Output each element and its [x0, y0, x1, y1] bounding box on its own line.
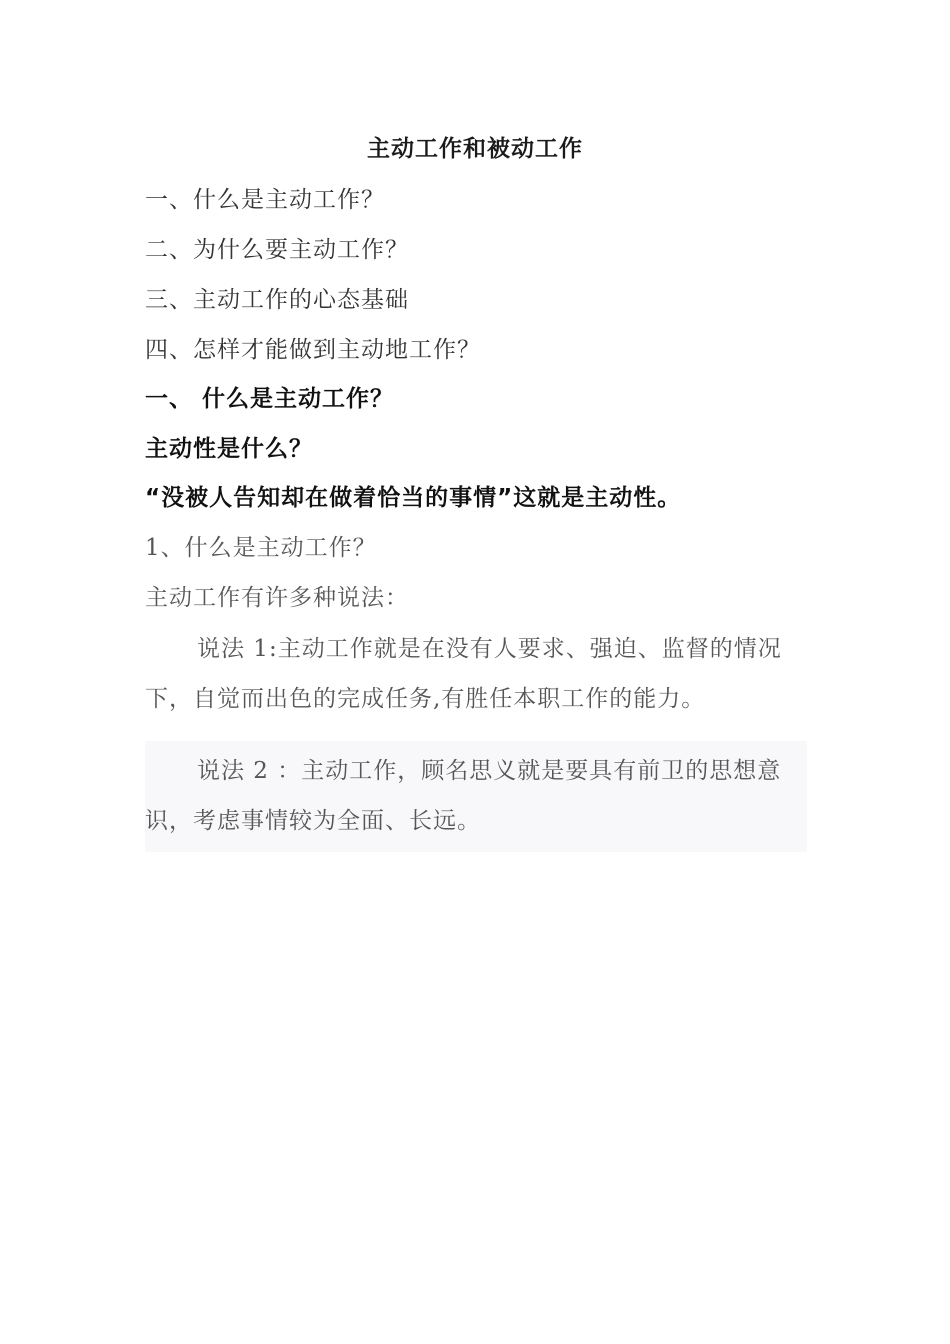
subheading: 1、什么是主动工作？	[145, 535, 377, 561]
question-heading: 主动性是什么？	[145, 436, 313, 462]
toc-item-1: 一、什么是主动工作？	[145, 187, 385, 213]
section-heading: 一、 什么是主动工作？	[145, 386, 395, 412]
definition-quote: “没被人告知却在做着恰当的事情”这就是主动性。	[145, 485, 682, 511]
toc-item-2: 二、为什么要主动工作？	[145, 237, 409, 263]
intro-text: 主动工作有许多种说法：	[145, 585, 409, 611]
statement-1-paragraph: 说法 1:主动工作就是在没有人要求、强迫、监督的情况下，自觉而出色的完成任务,有胜任本职工作的能力。	[145, 636, 782, 712]
toc-item-4: 四、怎样才能做到主动地工作？	[145, 337, 481, 363]
document-title: 主动工作和被动工作	[367, 136, 583, 162]
statement-2-paragraph: 说法 2 ：主动工作，顾名思义就是要具有前卫的思想意识，考虑事情较为全面、长远。	[145, 741, 807, 852]
toc-item-3: 三、主动工作的心态基础	[145, 287, 409, 313]
